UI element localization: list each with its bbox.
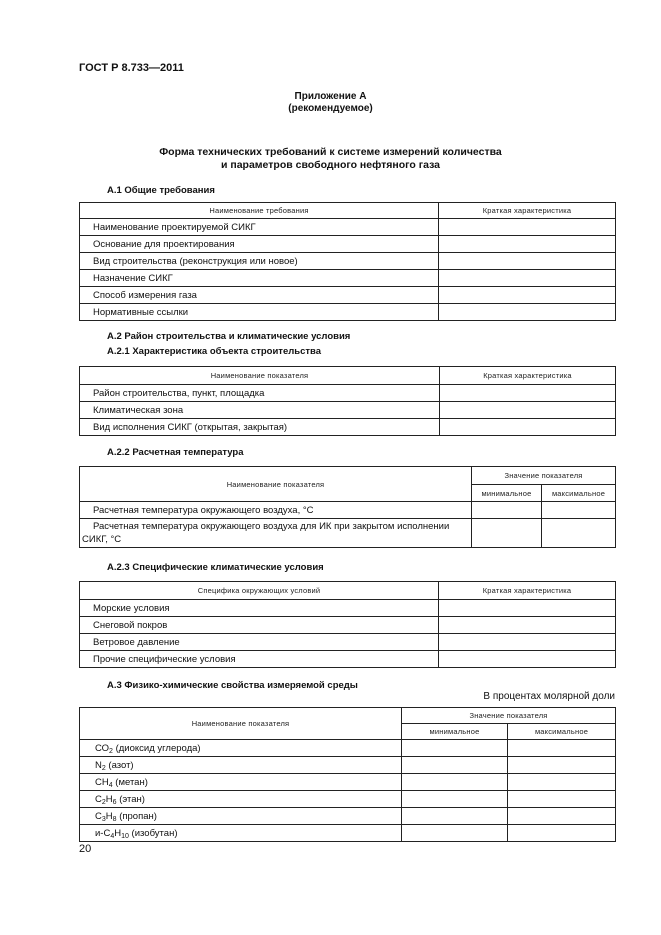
column-header: Специфика окружающих условий <box>80 582 439 600</box>
value-cell <box>508 774 616 791</box>
column-header-min: минимальное <box>402 724 508 740</box>
section-a1-heading: А.1 Общие требования <box>107 185 215 196</box>
value-cell <box>439 253 616 270</box>
value-cell <box>439 219 616 236</box>
column-header-max: максимальное <box>542 485 616 502</box>
table-row <box>80 600 616 617</box>
table-row <box>80 236 616 253</box>
row-label: Назначение СИКГ <box>80 270 439 287</box>
value-cell <box>402 740 508 757</box>
column-header: Значение показателя <box>472 467 616 485</box>
value-cell <box>542 502 616 519</box>
table-row <box>80 617 616 634</box>
column-header-max: максимальное <box>508 724 616 740</box>
value-cell <box>508 757 616 774</box>
row-label: Ветровое давление <box>80 634 439 651</box>
table-header-row <box>80 467 616 485</box>
row-label-c2h6: $С_2Н_6$ (этан) <box>80 791 402 808</box>
table-row <box>80 304 616 321</box>
column-header-min: минимальное <box>472 485 542 502</box>
table-row <box>80 419 616 436</box>
section-a3-heading: А.3 Физико-химические свойства измеряемой среды <box>107 680 358 691</box>
column-header: Наименование показателя <box>80 708 402 740</box>
value-cell <box>472 519 542 548</box>
table-header-row <box>80 367 616 385</box>
row-label: Способ измерения газа <box>80 287 439 304</box>
table-row <box>80 519 616 548</box>
table-row <box>80 402 616 419</box>
row-label: Расчетная температура окружающего воздуха для ИК при закрытом исполнении СИКГ, °С <box>80 519 472 548</box>
row-label-n2: $N_2$ (азот) <box>80 757 402 774</box>
value-cell <box>439 270 616 287</box>
row-label: Снеговой покров <box>80 617 439 634</box>
row-label: Вид строительства (реконструкция или новое) <box>80 253 439 270</box>
row-label-ch4: $СН_4$ (метан) <box>80 774 402 791</box>
value-cell <box>439 617 616 634</box>
row-label: Климатическая зона <box>80 402 440 419</box>
value-cell <box>439 236 616 253</box>
row-label: Нормативные ссылки <box>80 304 439 321</box>
value-cell <box>542 519 616 548</box>
row-label-c3h8: $С_3Н_8$ (пропан) <box>80 808 402 825</box>
row-label: Морские условия <box>80 600 439 617</box>
row-label: Расчетная температура окружающего воздуха, °С <box>80 502 472 519</box>
value-cell <box>402 808 508 825</box>
table-row <box>80 219 616 236</box>
table-header-row <box>80 582 616 600</box>
row-label-ic4h10: $и-С_4Н_{10}$ (изобутан) <box>80 825 402 842</box>
value-cell <box>439 651 616 668</box>
row-label: Район строительства, пункт, площадка <box>80 385 440 402</box>
page-number: 20 <box>79 843 92 855</box>
value-cell <box>440 385 616 402</box>
document-title-line2: и параметров свободного нефтяного газа <box>220 159 441 171</box>
value-cell <box>508 808 616 825</box>
table-header-row <box>80 203 616 219</box>
table-design-temperature <box>79 466 616 548</box>
table-row <box>80 253 616 270</box>
section-a23-heading: А.2.3 Специфические климатические условия <box>107 562 324 573</box>
unit-note: В процентах молярной доли <box>483 691 615 702</box>
table-physicochemical-properties <box>79 707 616 842</box>
value-cell <box>402 757 508 774</box>
value-cell <box>440 419 616 436</box>
column-header: Краткая характеристика <box>439 203 616 219</box>
value-cell <box>439 287 616 304</box>
value-cell <box>402 825 508 842</box>
table-row <box>80 651 616 668</box>
column-header: Краткая характеристика <box>439 582 616 600</box>
table-climate-conditions <box>79 581 616 668</box>
document-title-line1: Форма технических требований к системе измерений количества <box>159 146 502 158</box>
column-header: Наименование требования <box>80 203 439 219</box>
value-cell <box>472 502 542 519</box>
section-a21-heading: А.2.1 Характеристика объекта строительства <box>107 346 322 357</box>
column-header: Значение показателя <box>402 708 616 724</box>
column-header: Наименование показателя <box>80 467 472 502</box>
table-row <box>80 502 616 519</box>
table-header-row <box>80 708 616 724</box>
table-row <box>80 791 616 808</box>
row-label: Вид исполнения СИКГ (открытая, закрытая) <box>80 419 440 436</box>
value-cell <box>508 740 616 757</box>
appendix-note: (рекомендуемое) <box>288 103 373 114</box>
value-cell <box>508 791 616 808</box>
value-cell <box>439 634 616 651</box>
table-row <box>80 287 616 304</box>
table-row <box>80 634 616 651</box>
section-a2-heading: А.2 Район строительства и климатические условия <box>107 331 351 342</box>
column-header: Краткая характеристика <box>440 367 616 385</box>
value-cell <box>508 825 616 842</box>
appendix-title: Приложение А <box>294 91 367 102</box>
table-row <box>80 757 616 774</box>
table-row <box>80 385 616 402</box>
value-cell <box>440 402 616 419</box>
row-label-co2: $СО_2$ (диоксид углерода) <box>80 740 402 757</box>
value-cell <box>439 304 616 321</box>
document-header: ГОСТ Р 8.733—2011 <box>79 62 184 74</box>
row-label: Основание для проектирования <box>80 236 439 253</box>
row-label: Наименование проектируемой СИКГ <box>80 219 439 236</box>
table-row <box>80 270 616 287</box>
table-row <box>80 774 616 791</box>
section-a22-heading: А.2.2 Расчетная температура <box>107 447 244 458</box>
column-header: Наименование показателя <box>80 367 440 385</box>
value-cell <box>439 600 616 617</box>
row-label: Прочие специфические условия <box>80 651 439 668</box>
value-cell <box>402 791 508 808</box>
table-construction-object <box>79 366 616 436</box>
value-cell <box>402 774 508 791</box>
table-row <box>80 740 616 757</box>
table-general-requirements <box>79 202 616 321</box>
table-row <box>80 808 616 825</box>
table-row <box>80 825 616 842</box>
